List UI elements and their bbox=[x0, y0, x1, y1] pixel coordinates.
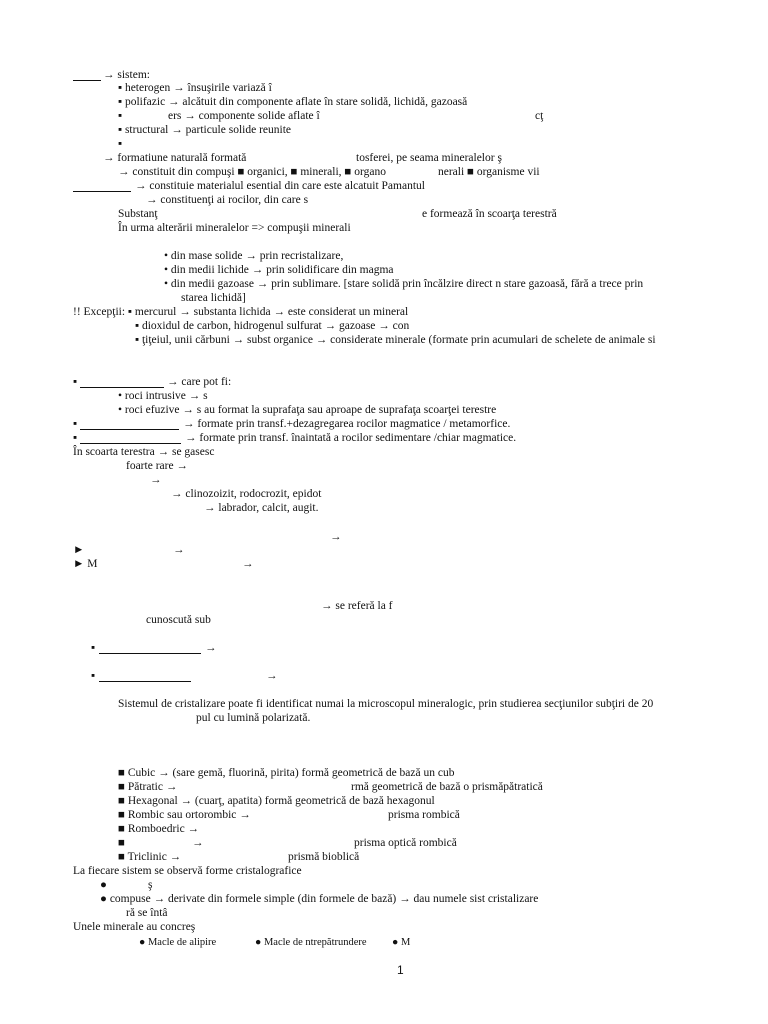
fill-blank bbox=[80, 429, 179, 430]
text-line: cţ bbox=[535, 110, 544, 122]
fill-blank bbox=[99, 681, 191, 682]
text-line: ● compuse → derivate din formele simple (din formele de bază) → dau numele sist cristalizare bbox=[100, 893, 539, 905]
text-line: ▪ dioxidul de carbon, hidrogenul sulfurat → gazoase → con bbox=[135, 320, 410, 332]
text-line: → formate prin transf.+dezagregarea rocilor magmatice / metamorfice. bbox=[183, 418, 511, 430]
text-line: → formatiune naturală formată bbox=[103, 152, 247, 164]
page-number: 1 bbox=[397, 963, 404, 977]
text-line: prisma rombică bbox=[388, 809, 460, 821]
text-line: nerali ■ organisme vii bbox=[438, 166, 540, 178]
text-line: ► M bbox=[73, 558, 98, 570]
text-line: ▪ bbox=[118, 110, 123, 122]
text-line: ■ bbox=[118, 837, 125, 849]
text-line: cunoscută sub bbox=[146, 614, 211, 626]
text-line: e formează în scoarţa terestră bbox=[422, 208, 557, 220]
text-line: → bbox=[330, 531, 342, 543]
text-line: ▪ bbox=[91, 670, 96, 682]
text-line: ▪ ţiţeiul, unii cărbuni → subst organice → considerate minerale (formate prin acumulari de schelete de animale si bbox=[135, 334, 656, 346]
text-line: • din medii gazoase → prin sublimare. [stare solidă prin încălzire direct n stare gazoasă, fără a trece prin bbox=[164, 278, 644, 290]
text-line: → bbox=[242, 558, 254, 570]
text-line: ▪ polifazic → alcătuit din componente aflate în stare solidă, lichidă, gazoasă bbox=[118, 96, 468, 108]
text-line: → formate prin transf. înaintată a rocilor sedimentare /chiar magmatice. bbox=[185, 432, 517, 444]
text-line: pul cu lumină polarizată. bbox=[196, 712, 311, 724]
text-line: ● Macle de ntrepătrundere bbox=[255, 937, 367, 948]
text-line: ■ Pătratic → bbox=[118, 781, 178, 793]
text-line: starea lichidă] bbox=[181, 292, 246, 304]
text-line: ■ Romboedric → bbox=[118, 823, 200, 835]
text-line: • roci intrusive → s bbox=[118, 390, 208, 402]
text-line: ■ Triclinic → bbox=[118, 851, 182, 863]
fill-blank bbox=[99, 653, 201, 654]
text-line: ▪ bbox=[73, 432, 78, 444]
text-line: → care pot fi: bbox=[167, 376, 232, 388]
fill-blank bbox=[80, 443, 181, 444]
text-line: ▪ bbox=[73, 418, 78, 430]
text-line: ▪ bbox=[118, 138, 123, 150]
fill-blank bbox=[73, 191, 131, 192]
text-line: prismă bioblică bbox=[288, 851, 360, 863]
text-line: tosferei, pe seama mineralelor ş bbox=[356, 152, 502, 164]
text-line: → bbox=[205, 642, 217, 654]
text-line: • din mase solide → prin recristalizare, bbox=[164, 250, 344, 262]
text-line: prisma optică rombică bbox=[354, 837, 457, 849]
text-line: → clinozoizit, rodocrozit, epidot bbox=[171, 488, 322, 500]
text-line: → bbox=[173, 544, 185, 556]
text-line: ră se întâ bbox=[126, 907, 168, 919]
text-line: → constituenţi ai rocilor, din care s bbox=[146, 194, 309, 206]
text-line: → labrador, calcit, augit. bbox=[204, 502, 319, 514]
text-line: ● Macle de alipire bbox=[139, 937, 217, 948]
text-line: → constituit din compuşi ■ organici, ■ minerali, ■ organo bbox=[118, 166, 386, 178]
text-line: • roci efuzive → s au format la suprafaţa sau aproape de suprafaţa scoarţei terestre bbox=[118, 404, 497, 416]
fill-blank bbox=[80, 387, 164, 388]
text-line: ► bbox=[73, 544, 85, 556]
text-line: ■ Cubic → (sare gemă, fluorină, pirita) formă geometrică de bază un cub bbox=[118, 767, 455, 779]
text-line: Sistemul de cristalizare poate fi identificat numai la microscopul mineralogic, prin studierea secţiunilor subţiri de 20 bbox=[118, 698, 654, 710]
text-line: rmă geometrică de bază o prismăpătratică bbox=[351, 781, 543, 793]
text-line: În urma alterării mineralelor => compuşii minerali bbox=[118, 222, 351, 234]
text-line: → bbox=[266, 670, 278, 682]
text-line: → bbox=[192, 837, 204, 849]
text-line: ● bbox=[100, 879, 107, 891]
text-line: ● M bbox=[392, 937, 411, 948]
text-line: ş bbox=[148, 879, 153, 891]
text-line: ▪ bbox=[91, 642, 96, 654]
text-line: La fiecare sistem se observă forme cristalografice bbox=[73, 865, 302, 877]
text-line: În scoarta terestra → se gasesc bbox=[73, 446, 215, 458]
text-line: ■ Hexagonal → (cuarţ, apatita) formă geometrică de bază hexagonul bbox=[118, 795, 435, 807]
text-line: Substanţ bbox=[118, 208, 158, 220]
text-line: ▪ bbox=[73, 376, 78, 388]
text-line: → bbox=[150, 474, 162, 486]
text-line: • din medii lichide → prin solidificare din magma bbox=[164, 264, 394, 276]
text-line: → sistem: bbox=[103, 69, 150, 81]
text-line: → constituie materialul esential din care este alcatuit Pamantul bbox=[135, 180, 425, 192]
text-line: ▪ structural → particule solide reunite bbox=[118, 124, 292, 136]
text-line: ers → componente solide aflate î bbox=[168, 110, 320, 122]
text-line: !! Excepţii: ▪ mercurul → substanta lichida → este considerat un mineral bbox=[73, 306, 409, 318]
text-line: foarte rare → bbox=[126, 460, 188, 472]
fill-blank bbox=[73, 80, 101, 81]
text-line: → se referă la f bbox=[321, 600, 393, 612]
text-line: Unele minerale au concreş bbox=[73, 921, 196, 933]
text-line: ▪ heterogen → însuşirile variază î bbox=[118, 82, 272, 94]
text-line: ■ Rombic sau ortorombic → bbox=[118, 809, 251, 821]
